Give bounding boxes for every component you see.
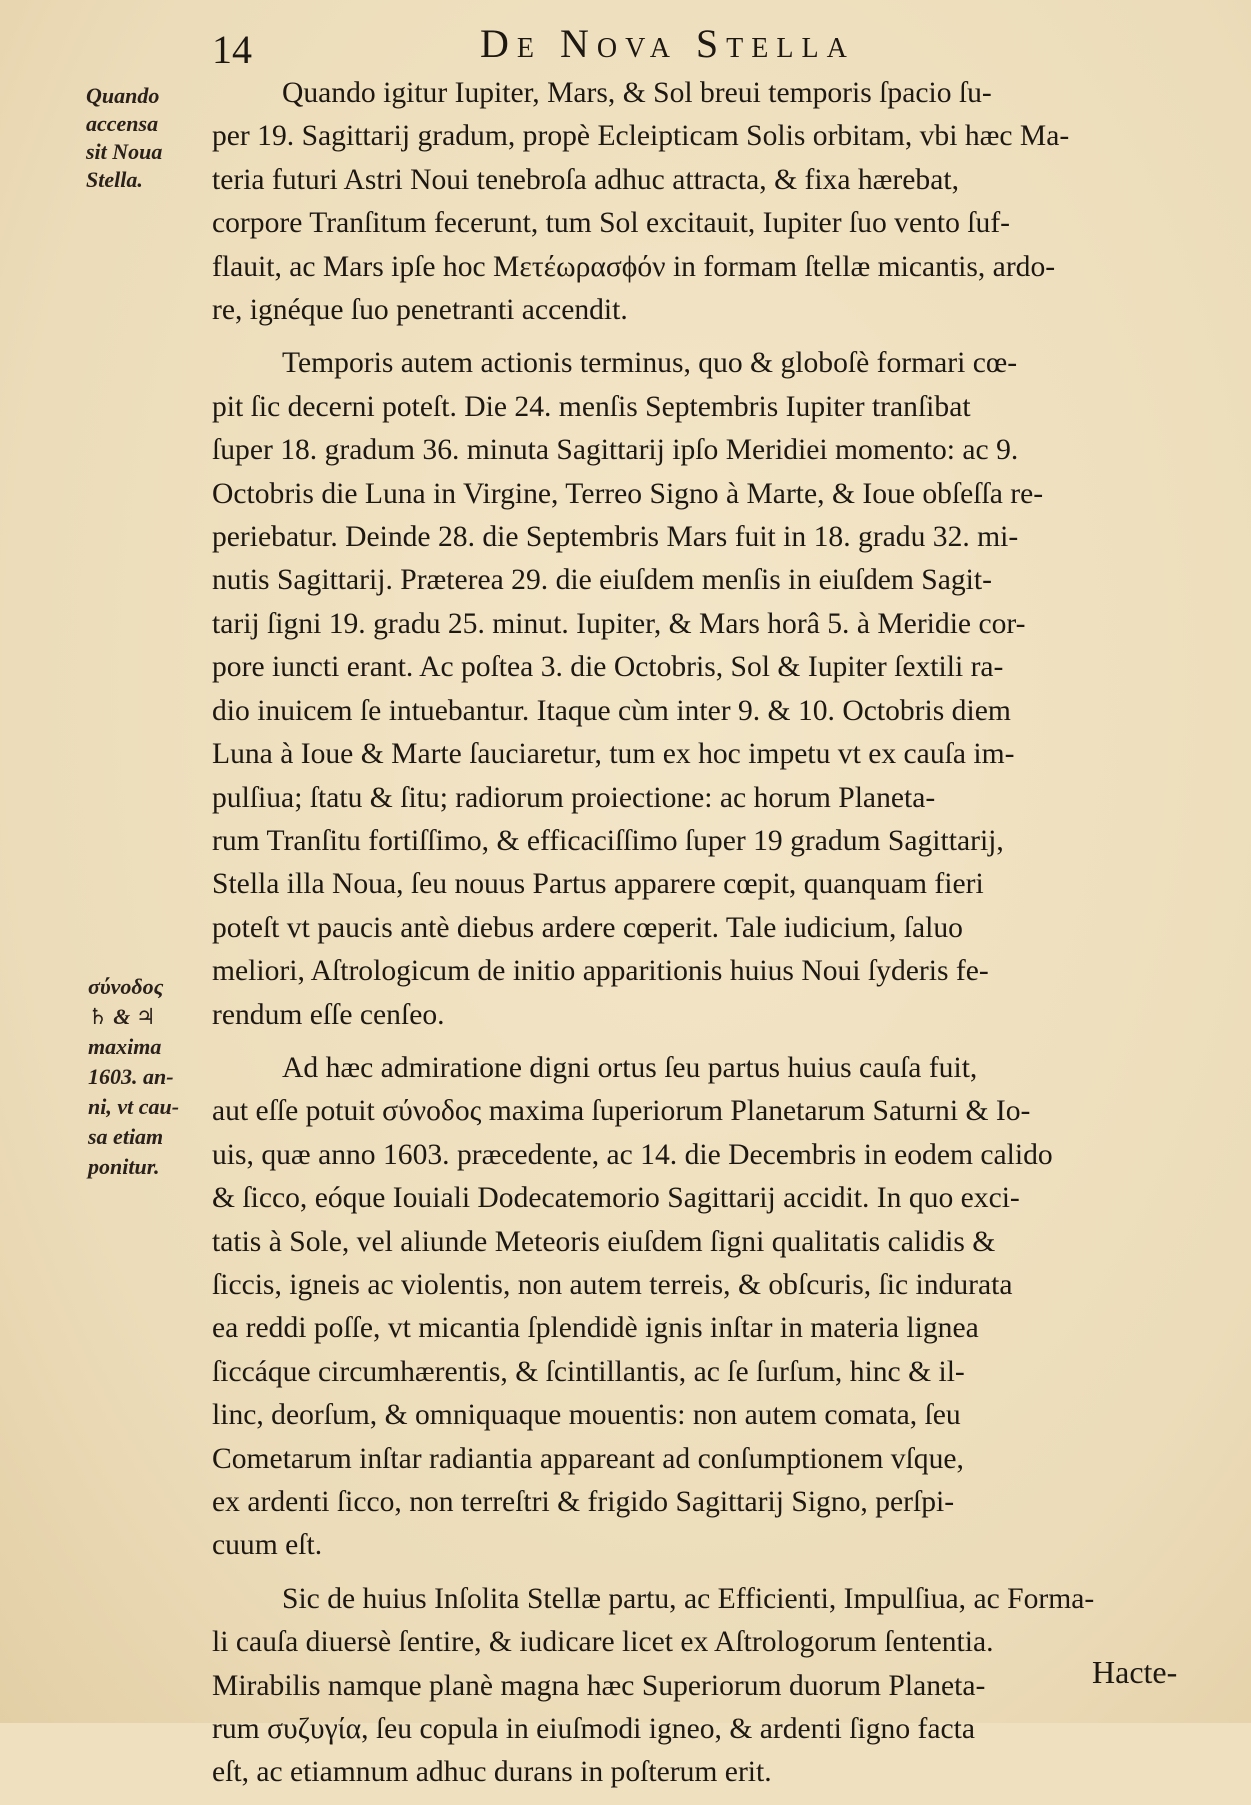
text-line: Sic de huius Inſolita Stellæ partu, ac Efficienti, Impulſiua, ac Forma- xyxy=(282,1582,1095,1615)
text-line: teria futuri Astri Noui tenebroſa adhuc attracta, & fixa hærebat, xyxy=(212,163,959,196)
text-line: rum συζυγία, ſeu copula in eiuſmodi igneo, & ardenti ſigno facta xyxy=(212,1713,976,1746)
text-line: nutis Sagittarij. Præterea 29. die eiuſdem menſis in eiuſdem Sagit- xyxy=(212,564,992,597)
main-text xyxy=(212,72,1192,1805)
margin-note-line: ni, vt cau- xyxy=(88,1094,180,1119)
text-line: tarij ſigni 19. gradu 25. minut. Iupiter, & Mars horâ 5. à Meridie cor- xyxy=(212,607,1026,640)
margin-note-line: ponitur. xyxy=(88,1154,160,1179)
page-number: 14 xyxy=(212,27,252,72)
text-line: & ſicco, eóque Iouiali Dodecatemorio Sagittarij accidit. In quo exci- xyxy=(212,1182,1020,1215)
text-line: corpore Tranſitum fecerunt, tum Sol excitauit, Iupiter ſuo vento ſuf- xyxy=(212,207,1011,240)
text-line: tatis à Sole, vel aliunde Meteoris eiuſdem ſigni qualitatis calidis & xyxy=(212,1225,996,1258)
margin-note-line: ♄ & ♃ xyxy=(88,1004,156,1029)
text-line: Stella illa Noua, ſeu nouus Partus apparere cœpit, quanquam fieri xyxy=(212,868,984,901)
text-line: Octobris die Luna in Virgine, Terreo Signo à Marte, & Ioue obſeſſa re- xyxy=(212,477,1044,510)
text-line: Luna à Ioue & Marte ſauciaretur, tum ex hoc impetu vt ex cauſa im- xyxy=(212,738,1015,771)
margin-note-line: σύνοδος xyxy=(88,974,164,999)
margin-note-line: maxima xyxy=(88,1034,162,1059)
text-line: li cauſa diuersè ſentire, & iudicare licet ex Aſtrologorum ſententia. xyxy=(212,1626,994,1659)
page-header xyxy=(0,14,1251,74)
margin-note-line: Stella. xyxy=(86,167,143,192)
text-line: aut eſſe potuit σύνοδος maxima ſuperiorum Planetarum Saturni & Io- xyxy=(212,1095,1031,1128)
text-line: linc, deorſum, & omniquaque mouentis: non autem comata, ſeu xyxy=(212,1399,961,1432)
running-title: De Nova Stella xyxy=(480,21,855,66)
text-line: meliori, Aſtrologicum de initio apparitionis huius Noui ſyderis fe- xyxy=(212,955,989,988)
paragraph-4 xyxy=(212,1578,1192,1795)
text-line: uis, quæ anno 1603. præcedente, ac 14. die Decembris in eodem calido xyxy=(212,1138,1053,1171)
text-line: Quando igitur Iupiter, Mars, & Sol breui temporis ſpacio ſu- xyxy=(282,77,992,109)
text-line: rendum eſſe cenſeo. xyxy=(212,998,445,1031)
text-line: Temporis autem actionis terminus, quo & globoſè formari cœ- xyxy=(282,347,1018,380)
paragraph-3 xyxy=(212,1047,1192,1568)
text-line: periebatur. Deinde 28. die Septembris Mars fuit in 18. gradu 32. mi- xyxy=(212,521,1019,554)
margin-note-conjunction xyxy=(88,972,179,1182)
text-line: rum Tranſitu fortiſſimo, & efficaciſſimo ſuper 19 gradum Sagittarij, xyxy=(212,824,1004,857)
text-line: pulſiua; ſtatu & ſitu; radiorum proiectione: ac horum Planeta- xyxy=(212,781,936,814)
text-line: ſiccáque circumhærentis, & ſcintillantis, ac ſe ſurſum, hinc & il- xyxy=(212,1355,965,1388)
text-line: Mirabilis namque planè magna hæc Superiorum duorum Planeta- xyxy=(212,1669,986,1702)
paragraph-2 xyxy=(212,342,1192,1037)
paragraph-1 xyxy=(212,72,1192,332)
catchword: Hacte- xyxy=(1092,1654,1178,1690)
text-line: cuum eſt. xyxy=(212,1529,323,1562)
text-line: pit ſic decerni poteſt. Die 24. menſis Septembris Iupiter tranſibat xyxy=(212,390,971,423)
margin-note-line: accensa xyxy=(86,111,159,136)
margin-note-when-kindled xyxy=(86,82,162,194)
text-line: eſt, ac etiamnum adhuc durans in poſterum erit. xyxy=(212,1756,772,1789)
text-line: per 19. Sagittarij gradum, propè Ecleipticam Solis orbitam, vbi hæc Ma- xyxy=(212,120,1070,153)
margin-note-line: sa etiam xyxy=(88,1124,164,1149)
text-line: ex ardenti ſicco, non terreſtri & frigido Sagittarij Signo, perſpi- xyxy=(212,1486,955,1518)
text-line: Ad hæc admiratione digni ortus ſeu partus huius cauſa fuit, xyxy=(282,1051,978,1084)
text-line: ea reddi poſſe, vt micantia ſplendidè ignis inſtar in materia lignea xyxy=(212,1312,979,1345)
text-line: ſiccis, igneis ac violentis, non autem terreis, & obſcuris, ſic indurata xyxy=(212,1268,1013,1301)
text-line: Cometarum inſtar radiantia appareant ad conſumptionem vſque, xyxy=(212,1442,964,1475)
margin-note-line: Quando xyxy=(86,83,160,108)
text-line: ſuper 18. gradum 36. minuta Sagittarij ipſo Meridiei momento: ac 9. xyxy=(212,434,1019,467)
margin-note-line: 1603. an- xyxy=(88,1064,174,1089)
text-line: pore iuncti erant. Ac poſtea 3. die Octobris, Sol & Iupiter ſextili ra- xyxy=(212,651,1004,684)
text-line: dio inuicem ſe intuebantur. Itaque cùm inter 9. & 10. Octobris diem xyxy=(212,694,1011,727)
text-line: flauit, ac Mars ipſe hoc Μετέωρασϕόν in formam ſtellæ micantis, ardo- xyxy=(212,250,1056,283)
margin-note-line: sit Noua xyxy=(86,139,163,164)
text-line: poteſt vt paucis antè diebus ardere cœperit. Tale iudicium, ſaluo xyxy=(212,911,963,944)
text-line: re, ignéque ſuo penetranti accendit. xyxy=(212,294,628,327)
